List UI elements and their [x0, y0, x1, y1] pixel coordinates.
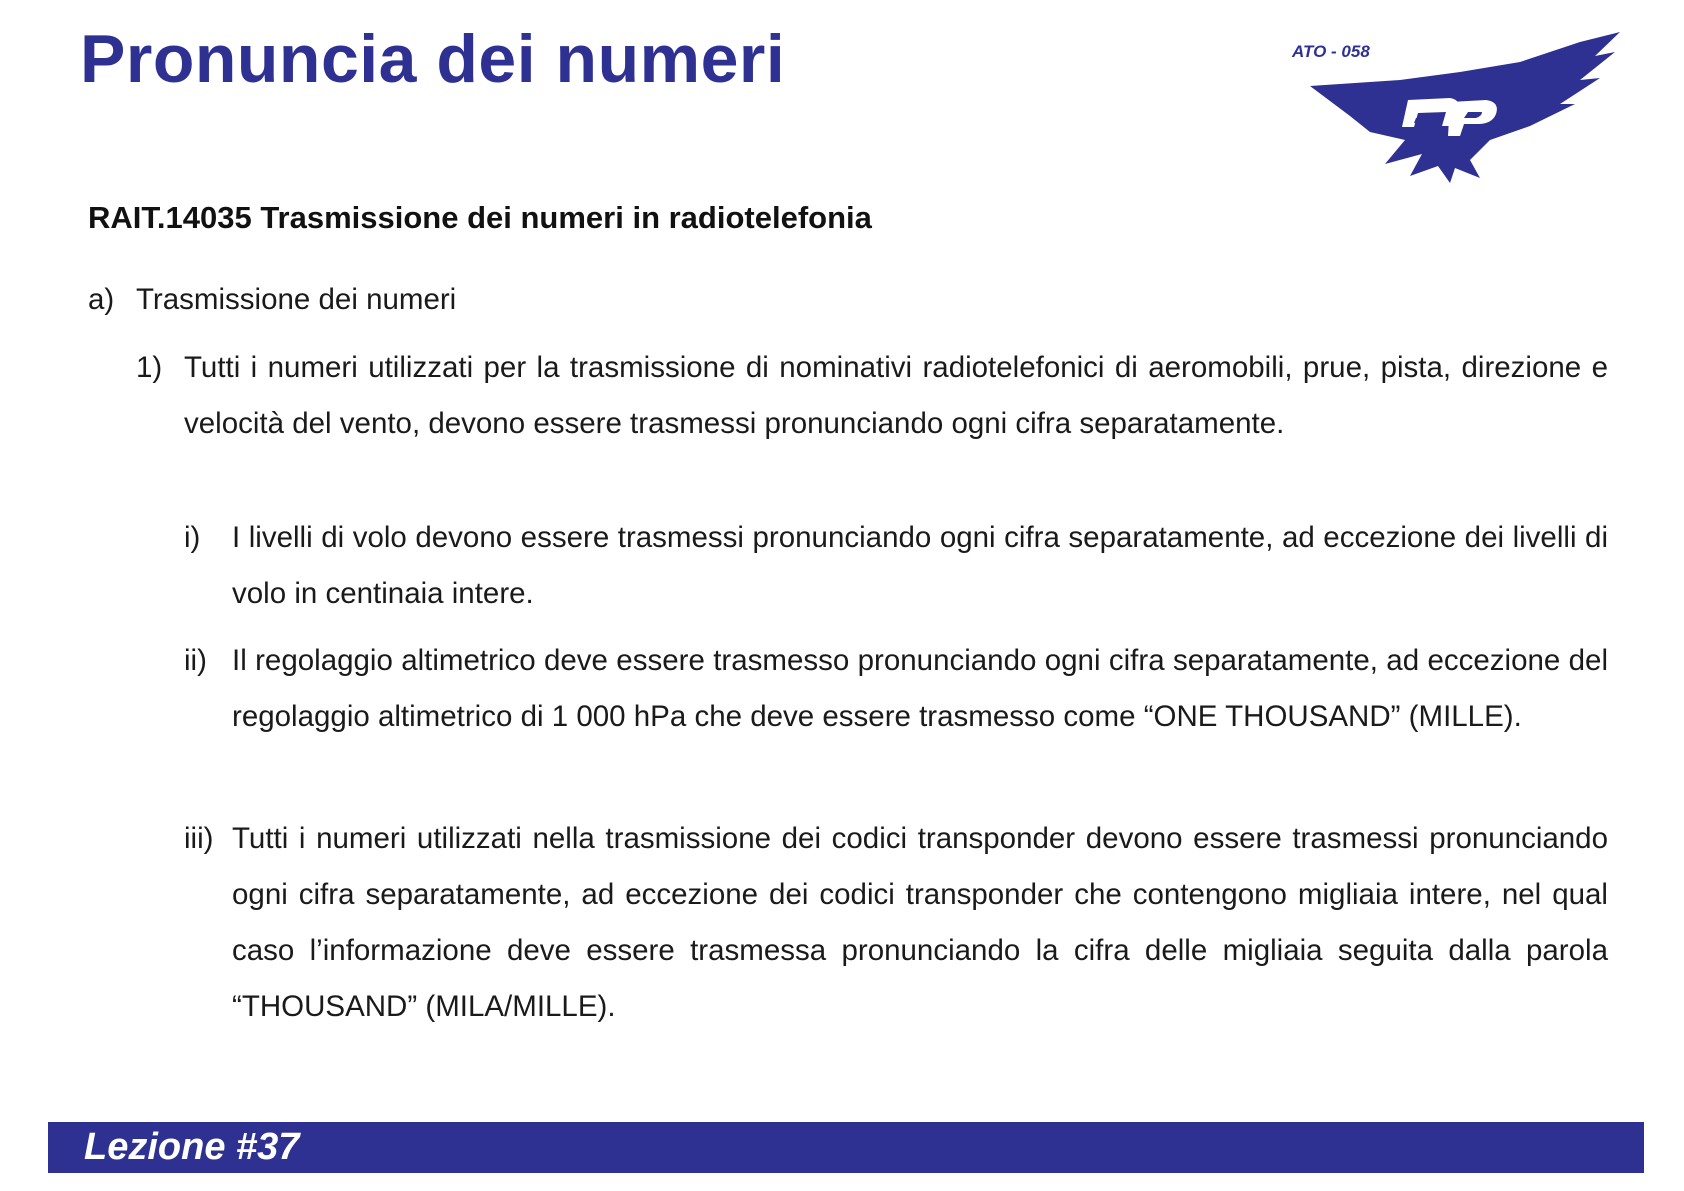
sub-item-ii-text: Il regolaggio altimetrico deve essere trasmesso pronunciando ogni cifra separatamente, ad eccezione del regolaggio altimetrico di 1 000 hPa che deve essere trasmesso come “ONE THOUSAND” (MILLE). — [232, 644, 1608, 733]
section-a — [88, 272, 788, 328]
lesson-label: Lezione #37 — [84, 1126, 300, 1168]
sub-item-iii-text: Tutti i numeri utilizzati nella trasmissione dei codici transponder devono essere trasmessi pronunciando ogni cifra separatamente, ad eccezione dei codici transponder che contengono migliaia intere, nel qual caso l’informazione deve essere trasmessa pronunciando la cifra delle migliaia seguita dalla parola “THOUSAND” (MILA/MILLE). — [232, 822, 1608, 1023]
section-a-marker: a) — [88, 283, 115, 316]
logo-text: ATO - 058 — [1292, 42, 1370, 61]
section-a-text: Trasmissione dei numeri — [136, 283, 457, 316]
sub-item-iii-marker: iii) — [184, 822, 214, 855]
slide-title: Pronuncia dei numeri — [80, 21, 786, 97]
sub-item-ii — [184, 633, 1608, 745]
sub-item-ii-marker: ii) — [184, 644, 207, 677]
sub-item-i — [184, 510, 1608, 622]
item-1 — [136, 340, 1608, 452]
sub-item-iii — [184, 811, 1608, 1035]
rule-heading: RAIT.14035 Trasmissione dei numeri in radiotelefonia — [88, 200, 872, 235]
sub-item-i-marker: i) — [184, 521, 201, 554]
item-1-text: Tutti i numeri utilizzati per la trasmissione di nominativi radiotelefonici di aeromobili, prue, pista, direzione e velocità del vento, devono essere trasmessi pronunciando ogni cifra separatamente. — [184, 351, 1608, 440]
item-1-marker: 1) — [136, 351, 163, 384]
logo — [1290, 28, 1630, 188]
footer-bar — [48, 1122, 1644, 1173]
sub-item-i-text: I livelli di volo devono essere trasmessi pronunciando ogni cifra separatamente, ad eccezione dei livelli di volo in centinaia intere. — [232, 521, 1608, 610]
